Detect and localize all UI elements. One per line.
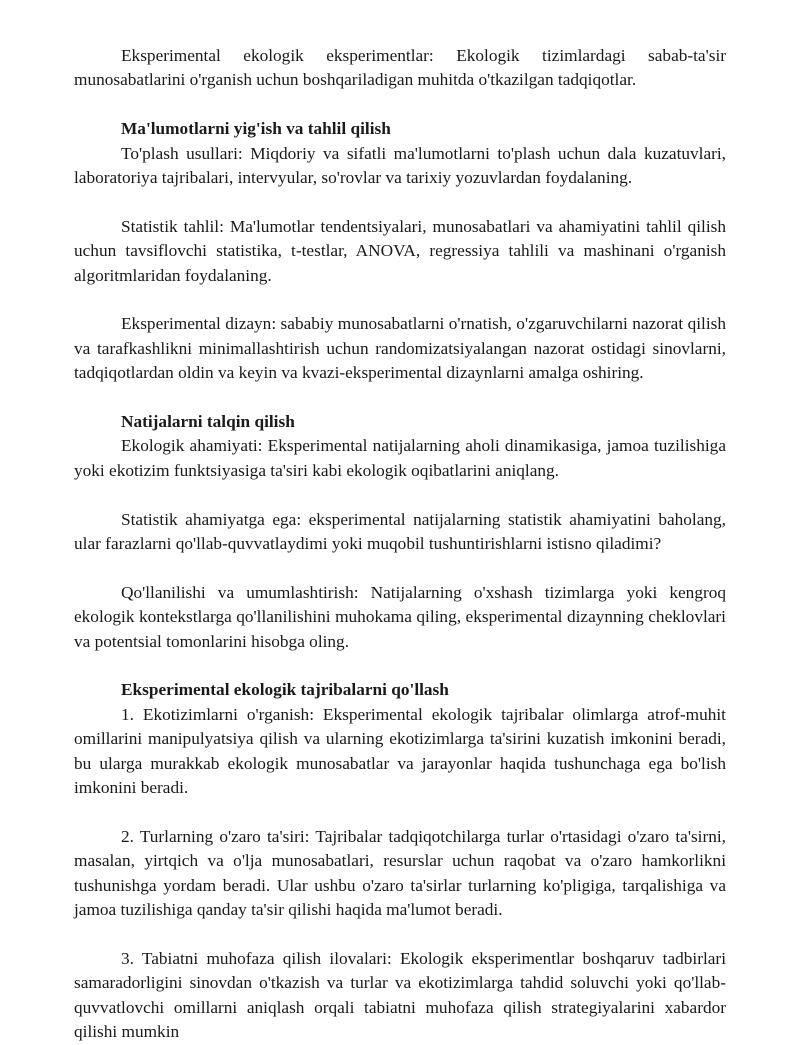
paragraph-species-interactions: 2. Turlarning o'zaro ta'siri: Tajribalar tadqiqotchilarga turlar o'rtasidagi o'zaro ta'sirni, masalan, yirtqich va o'lja munosabatlari, resurslar uchun raqobat va o'zaro hamkorlikni tushunishga yordam beradi. Ular ushbu o'zaro ta'sirlar turlarning ko'pligiga, tarqalishiga va jamoa tuzilishiga qanday ta'sir qilishi haqida ma'lumot beradi. — [74, 826, 726, 920]
document-page — [74, 44, 726, 1045]
intro-paragraph: Eksperimental ekologik eksperimentlar: Ekologik tizimlardagi sabab-ta'sir munosabatlarini o'rganish uchun boshqariladigan muhitda o'tkazilgan tadqiqotlar. — [74, 46, 726, 90]
paragraph-experimental-design: Eksperimental dizayn: sababiy munosabatlarni o'rnatish, o'zgaruvchilarni nazorat qilish va tarafkashlikni minimallashtirish uchun randomizatsiyalangan nazorat ostidagi sinovlarni, tadqiqotlardan oldin va keyin va kvazi-eksperimental dizaynlarni amalga oshiring. — [74, 314, 726, 383]
paragraph-statistical-analysis: Statistik tahlil: Ma'lumotlar tendentsiyalari, munosabatlari va ahamiyatini tahlil qilish uchun tavsiflovchi statistika, t-testlar, ANOVA, regressiya tahlili va mashinani o'rganish algoritmlaridan foydalaning. — [74, 216, 726, 285]
paragraph-applicability: Qo'llanilishi va umumlashtirish: Natijalarning o'xshash tizimlarga yoki kengroq ekologik kontekstlarga qo'llanilishini muhokama qiling, eksperimental dizaynning cheklovlari va potentsial tomonlarini hisobga oling. — [74, 582, 726, 651]
section-heading-applications: Eksperimental ekologik tajribalarni qo'llash — [121, 680, 449, 700]
paragraph-conservation: 3. Tabiatni muhofaza qilish ilovalari: Ekologik eksperimentlar boshqaruv tadbirlari samaradorligini sinovdan o'tkazish va turlar va ekotizimlarga tahdid soluvchi yoki qo'llab-quvvatlovchi omillarni aniqlash orqali tabiatni muhofaza qilish strategiyalarini xabardor qilishi mumkin — [74, 948, 726, 1042]
section-heading-data-collection: Ma'lumotlarni yig'ish va tahlil qilish — [121, 119, 391, 139]
section-heading-interpretation: Natijalarni talqin qilish — [121, 412, 295, 432]
paragraph-ecological-significance: Ekologik ahamiyati: Eksperimental natijalarning aholi dinamikasiga, jamoa tuzilishiga yoki ekotizim funktsiyasiga ta'siri kabi ekologik oqibatlarini aniqlang. — [74, 436, 726, 480]
paragraph-ecosystem-study: 1. Ekotizimlarni o'rganish: Eksperimental ekologik tajribalar olimlarga atrof-muhit omillarini manipulyatsiya qilish va ularning ekotizimlarga ta'sirini kuzatish imkonini beradi, bu ularga murakkab ekologik munosabatlar va jarayonlar haqida tushunchaga ega bo'lish imkonini beradi. — [74, 704, 726, 798]
paragraph-statistical-significance: Statistik ahamiyatga ega: eksperimental natijalarning statistik ahamiyatini baholang, ular farazlarni qo'llab-quvvatlaydimi yoki muqobil tushuntirishlarni istisno qiladimi? — [74, 509, 726, 554]
paragraph-collection-methods: To'plash usullari: Miqdoriy va sifatli ma'lumotlarni to'plash uchun dala kuzatuvlari, laboratoriya tajribalari, intervyular, so'rovlar va tarixiy yozuvlardan foydalaning. — [74, 143, 726, 188]
